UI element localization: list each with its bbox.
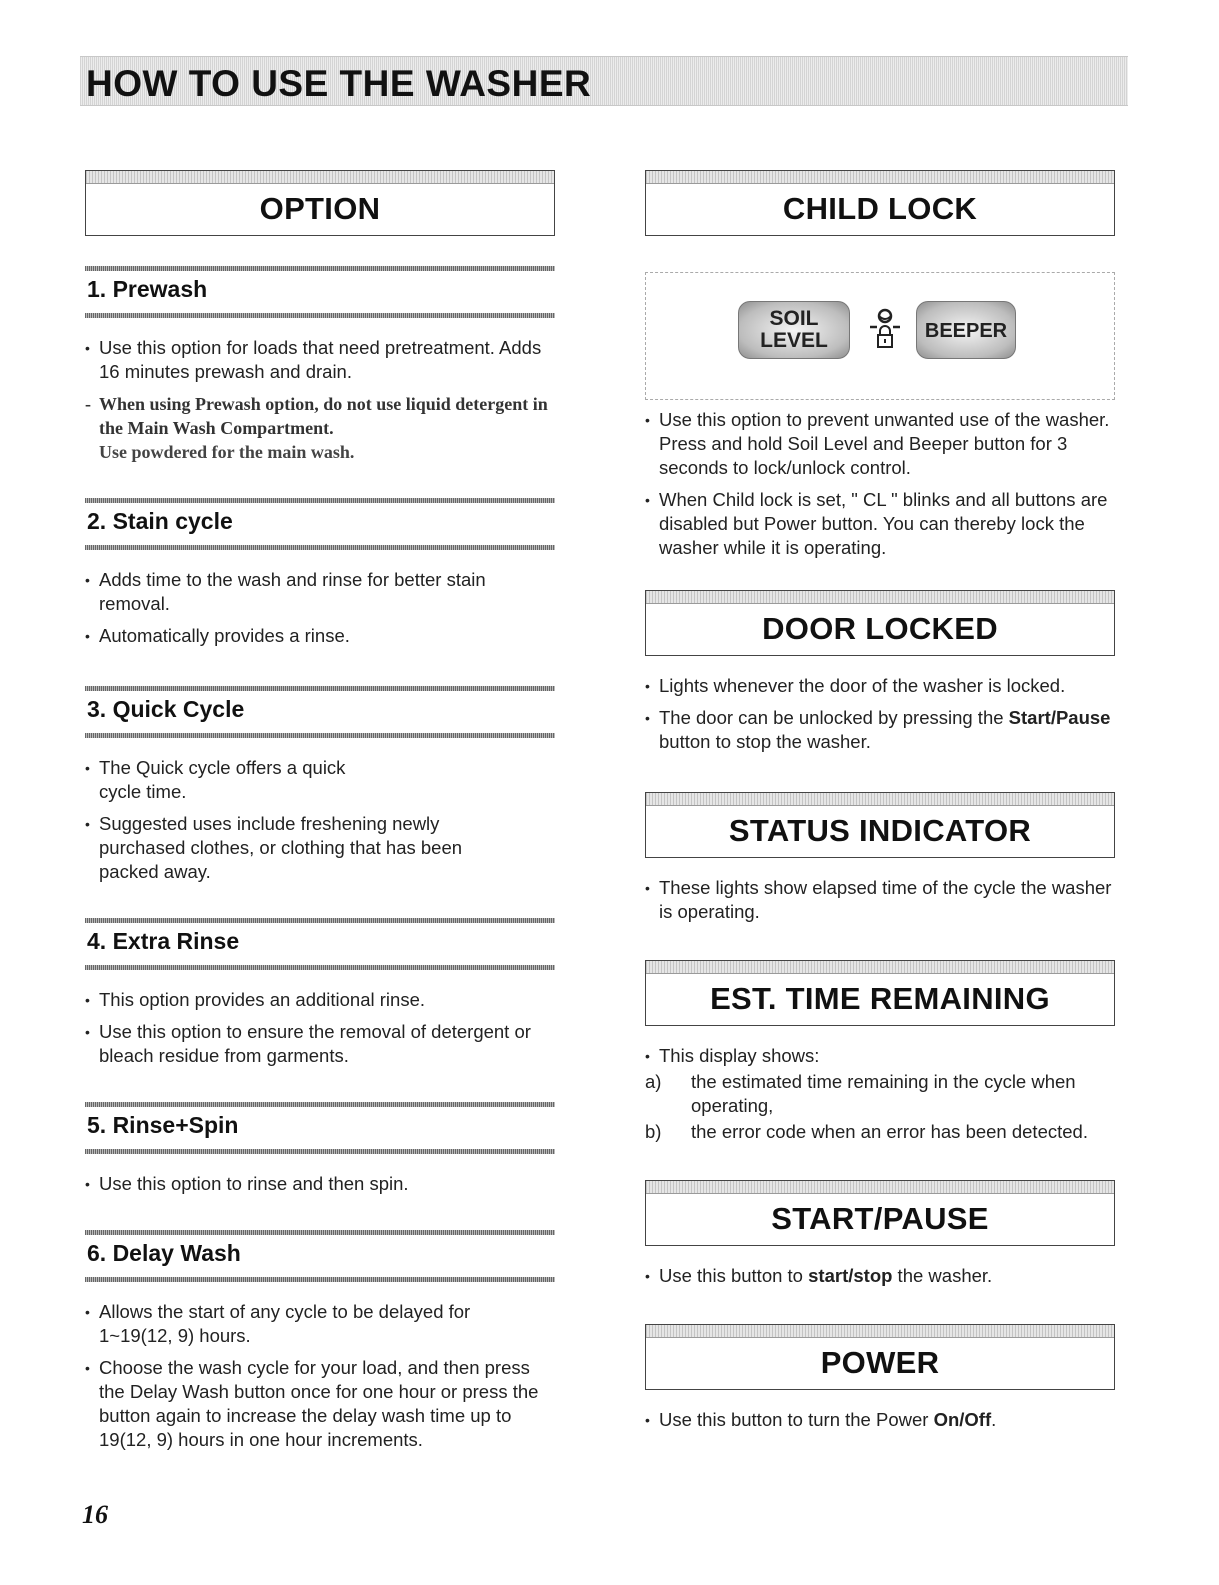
door-locked-text-pre: The door can be unlocked by pressing the [659, 707, 1009, 728]
start-pause-title: START/PAUSE [771, 1201, 989, 1236]
door-locked-header [645, 590, 1115, 656]
delay-wash-bullet-2: • Choose the wash cycle for your load, and then press the Delay Wash button once for one hour or press the button again to increase the delay wash time up to 19(12, 9) hours in one hour increments. [85, 1356, 555, 1452]
on-off-bold: On/Off [933, 1409, 992, 1430]
start-pause-header [645, 1180, 1115, 1246]
page-banner [80, 56, 1128, 106]
child-lock-bullet-2: • When Child lock is set, " CL " blinks and all buttons are disabled but Power button. You can thereby lock the washer while it is operating. [645, 488, 1115, 560]
power-header [645, 1324, 1115, 1390]
door-locked-bullet-2 [645, 706, 1115, 754]
child-lock-icon [868, 307, 902, 351]
prewash-title: 1. Prewash [87, 276, 208, 302]
extra-rinse-bullet-2: • Use this option to ensure the removal of detergent or bleach residue from garments. [85, 1020, 555, 1068]
item-a-label: a) [645, 1071, 662, 1092]
est-time-title: EST. TIME REMAINING [710, 981, 1050, 1016]
delay-wash-bullet-1: • Allows the start of any cycle to be delayed for 1~19(12, 9) hours. [85, 1300, 515, 1348]
extra-rinse-title: 4. Extra Rinse [87, 928, 240, 954]
prewash-note-line1: When using Prewash option, do not use liquid detergent in the Main Wash Compartment. [99, 394, 548, 438]
rinse-spin-title: 5. Rinse+Spin [87, 1112, 239, 1138]
soil-key-line1: SOIL [769, 307, 819, 330]
soil-key-line2: LEVEL [760, 329, 828, 352]
start-pause-bold: Start/Pause [1008, 707, 1111, 728]
option-title: OPTION [259, 191, 381, 226]
child-lock-bullet-1: • Use this option to prevent unwanted use of the washer. Press and hold Soil Level and Beeper button for 3 seconds to lock/unlock control. [645, 408, 1115, 480]
start-stop-bold: start/stop [808, 1265, 893, 1286]
power-title: POWER [820, 1345, 940, 1380]
rinse-spin-bullet: • Use this option to rinse and then spin. [85, 1172, 555, 1196]
right-column [645, 170, 1115, 1432]
est-time-item-b [645, 1120, 1115, 1144]
extra-rinse-bullet-1: • This option provides an additional rinse. [85, 988, 555, 1012]
beeper-key-label: BEEPER [924, 320, 1008, 342]
stain-cycle-header [85, 498, 555, 550]
status-indicator-title: STATUS INDICATOR [728, 813, 1032, 848]
quick-cycle-title: 3. Quick Cycle [87, 696, 245, 722]
quick-cycle-bullet-1: • The Quick cycle offers a quick cycle time. [85, 756, 385, 804]
prewash-note [85, 392, 555, 464]
door-locked-text-post: button to stop the washer. [659, 731, 871, 752]
control-panel-image [645, 272, 1115, 400]
beeper-key [916, 301, 1016, 359]
est-time-item-a [645, 1070, 1115, 1118]
start-pause-pre: Use this button to [659, 1265, 809, 1286]
status-indicator-bullet: • These lights show elapsed time of the cycle the washer is operating. [645, 876, 1115, 924]
option-header [85, 170, 555, 236]
start-pause-post: the washer. [892, 1265, 993, 1286]
stain-cycle-title: 2. Stain cycle [87, 508, 233, 534]
stain-cycle-bullet-1: • Adds time to the wash and rinse for better stain removal. [85, 568, 555, 616]
quick-cycle-header [85, 686, 555, 738]
extra-rinse-header [85, 918, 555, 970]
door-locked-bullet-1: • Lights whenever the door of the washer is locked. [645, 674, 1115, 698]
prewash-note-line2: Use powdered for the main wash. [99, 442, 355, 462]
note-dash: - [85, 394, 91, 414]
power-post: . [991, 1409, 997, 1430]
item-a-text: the estimated time remaining in the cycle when operating, [691, 1071, 1076, 1116]
quick-cycle-bullet-2: • Suggested uses include freshening newly purchased clothes, or clothing that has been packed away. [85, 812, 505, 884]
page-title: HOW TO USE THE WASHER [86, 63, 592, 104]
stain-cycle-bullet-2: • Automatically provides a rinse. [85, 624, 555, 648]
delay-wash-header [85, 1230, 555, 1282]
est-time-header [645, 960, 1115, 1026]
page-number: 16 [82, 1500, 108, 1529]
item-b-text: the error code when an error has been detected. [691, 1121, 1088, 1142]
option-column [85, 170, 555, 1452]
delay-wash-title: 6. Delay Wash [87, 1240, 241, 1266]
child-lock-title: CHILD LOCK [782, 191, 978, 226]
power-bullet [645, 1408, 1115, 1432]
est-time-bullet: • This display shows: [645, 1044, 1115, 1068]
child-lock-header [645, 170, 1115, 236]
power-pre: Use this button to turn the Power [659, 1409, 934, 1430]
prewash-header [85, 266, 555, 318]
item-b-label: b) [645, 1121, 662, 1142]
start-pause-bullet [645, 1264, 1115, 1288]
rinse-spin-header [85, 1102, 555, 1154]
status-indicator-header [645, 792, 1115, 858]
soil-level-key [738, 301, 850, 359]
prewash-bullet: • Use this option for loads that need pretreatment. Adds 16 minutes prewash and drain. [85, 336, 555, 384]
door-locked-title: DOOR LOCKED [762, 611, 998, 646]
